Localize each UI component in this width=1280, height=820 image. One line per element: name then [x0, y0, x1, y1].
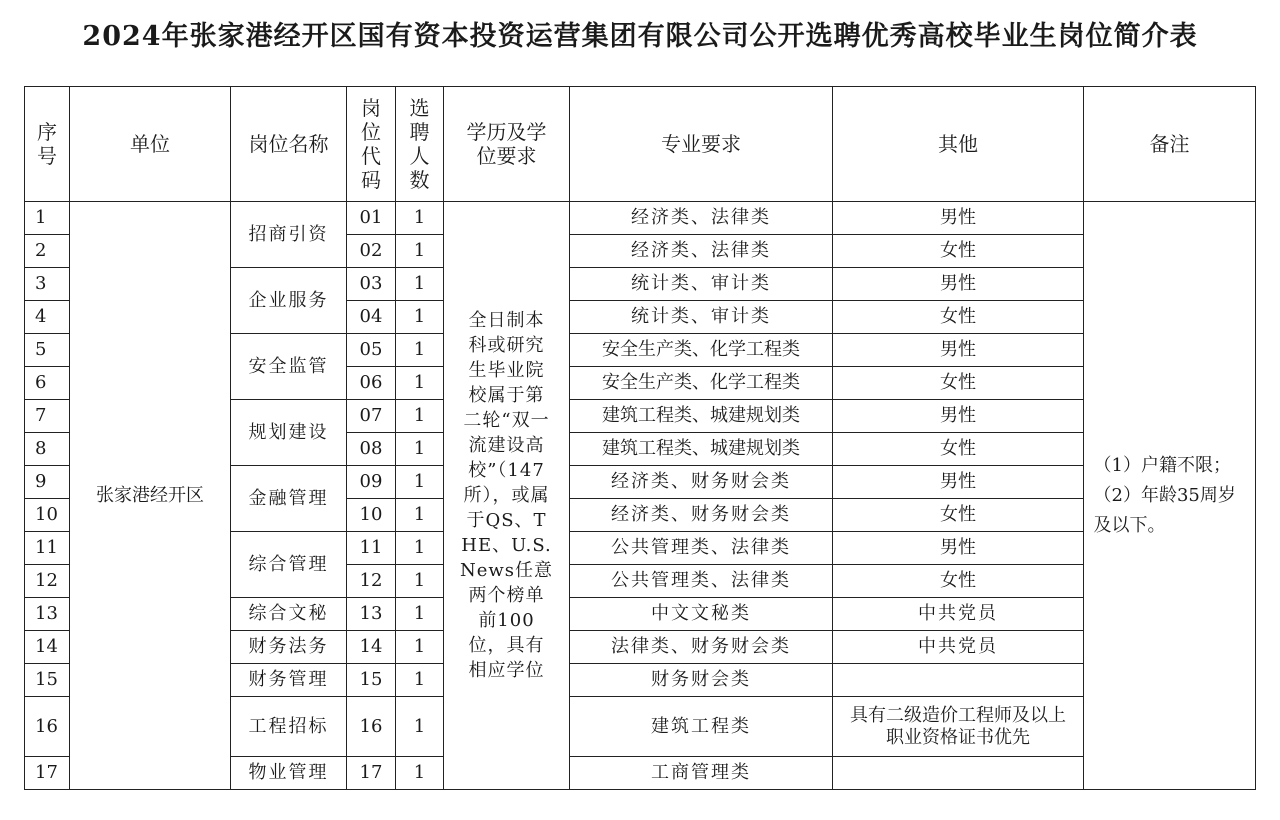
count-cell: 1 [396, 334, 444, 367]
education-cell: 全日制本科或研究生毕业院校属于第二轮“双一流建设高校”（147所），或属于QS、THE、U.S.News任意两个榜单前100位，具有相应学位 [444, 202, 570, 790]
other-cell: 女性 [833, 235, 1084, 268]
major-cell: 工商管理类 [570, 757, 833, 790]
major-cell: 财务财会类 [570, 664, 833, 697]
other-cell: 女性 [833, 433, 1084, 466]
major-cell: 安全生产类、化学工程类 [570, 367, 833, 400]
post-code-cell: 13 [347, 598, 396, 631]
seq-cell: 10 [25, 499, 70, 532]
other-cell: 男性 [833, 202, 1084, 235]
seq-cell: 3 [25, 268, 70, 301]
count-cell: 1 [396, 757, 444, 790]
count-cell: 1 [396, 301, 444, 334]
post-code-cell: 11 [347, 532, 396, 565]
post-code-cell: 15 [347, 664, 396, 697]
post-name-cell: 金融管理 [231, 466, 347, 532]
seq-cell: 11 [25, 532, 70, 565]
other-cell [833, 757, 1084, 790]
header-remarks: 备注 [1084, 87, 1256, 202]
count-cell: 1 [396, 235, 444, 268]
count-cell: 1 [396, 598, 444, 631]
seq-cell: 8 [25, 433, 70, 466]
seq-cell: 1 [25, 202, 70, 235]
post-code-cell: 06 [347, 367, 396, 400]
post-name-cell: 物业管理 [231, 757, 347, 790]
other-cell: 男性 [833, 400, 1084, 433]
unit-cell: 张家港经开区 [70, 202, 231, 790]
count-cell: 1 [396, 697, 444, 757]
post-code-cell: 10 [347, 499, 396, 532]
post-name-cell: 综合文秘 [231, 598, 347, 631]
post-code-cell: 09 [347, 466, 396, 499]
remarks-cell: （1）户籍不限；（2）年龄35周岁及以下。 [1084, 202, 1256, 790]
post-code-cell: 04 [347, 301, 396, 334]
post-name-cell: 财务管理 [231, 664, 347, 697]
header-major: 专业要求 [570, 87, 833, 202]
other-cell [833, 664, 1084, 697]
post-code-cell: 12 [347, 565, 396, 598]
count-cell: 1 [396, 400, 444, 433]
count-cell: 1 [396, 466, 444, 499]
major-cell: 中文文秘类 [570, 598, 833, 631]
header-post-code: 岗位代码 [347, 87, 396, 202]
positions-table [24, 86, 1256, 790]
major-cell: 法律类、财务财会类 [570, 631, 833, 664]
seq-cell: 16 [25, 697, 70, 757]
major-cell: 经济类、财务财会类 [570, 466, 833, 499]
seq-cell: 12 [25, 565, 70, 598]
post-code-cell: 07 [347, 400, 396, 433]
other-cell: 具有二级造价工程师及以上职业资格证书优先 [833, 697, 1084, 757]
post-code-cell: 01 [347, 202, 396, 235]
seq-cell: 6 [25, 367, 70, 400]
header-post-name: 岗位名称 [231, 87, 347, 202]
post-name-cell: 规划建设 [231, 400, 347, 466]
major-cell: 经济类、法律类 [570, 235, 833, 268]
header-unit: 单位 [70, 87, 231, 202]
post-name-cell: 财务法务 [231, 631, 347, 664]
count-cell: 1 [396, 268, 444, 301]
other-cell: 男性 [833, 268, 1084, 301]
count-cell: 1 [396, 499, 444, 532]
post-name-cell: 安全监管 [231, 334, 347, 400]
header-seq: 序号 [25, 87, 70, 202]
post-code-cell: 17 [347, 757, 396, 790]
seq-cell: 15 [25, 664, 70, 697]
post-code-cell: 14 [347, 631, 396, 664]
other-cell: 中共党员 [833, 598, 1084, 631]
post-code-cell: 05 [347, 334, 396, 367]
seq-cell: 2 [25, 235, 70, 268]
major-cell: 建筑工程类、城建规划类 [570, 433, 833, 466]
count-cell: 1 [396, 532, 444, 565]
major-cell: 统计类、审计类 [570, 268, 833, 301]
post-name-cell: 综合管理 [231, 532, 347, 598]
post-code-cell: 08 [347, 433, 396, 466]
other-cell: 中共党员 [833, 631, 1084, 664]
seq-cell: 17 [25, 757, 70, 790]
table-row [25, 202, 1256, 235]
page-title: 2024年张家港经开区国有资本投资运营集团有限公司公开选聘优秀高校毕业生岗位简介表 [82, 21, 1198, 52]
other-cell: 女性 [833, 565, 1084, 598]
major-cell: 安全生产类、化学工程类 [570, 334, 833, 367]
other-cell: 女性 [833, 301, 1084, 334]
post-code-cell: 02 [347, 235, 396, 268]
major-cell: 经济类、财务财会类 [570, 499, 833, 532]
other-cell: 女性 [833, 499, 1084, 532]
seq-cell: 14 [25, 631, 70, 664]
header-education: 学历及学位要求 [444, 87, 570, 202]
count-cell: 1 [396, 433, 444, 466]
seq-cell: 9 [25, 466, 70, 499]
post-name-cell: 招商引资 [231, 202, 347, 268]
post-code-cell: 03 [347, 268, 396, 301]
count-cell: 1 [396, 202, 444, 235]
post-name-cell: 工程招标 [231, 697, 347, 757]
major-cell: 建筑工程类、城建规划类 [570, 400, 833, 433]
major-cell: 公共管理类、法律类 [570, 565, 833, 598]
other-cell: 女性 [833, 367, 1084, 400]
major-cell: 建筑工程类 [570, 697, 833, 757]
other-cell: 男性 [833, 466, 1084, 499]
other-cell: 男性 [833, 334, 1084, 367]
count-cell: 1 [396, 631, 444, 664]
other-cell: 男性 [833, 532, 1084, 565]
post-code-cell: 16 [347, 697, 396, 757]
count-cell: 1 [396, 367, 444, 400]
count-cell: 1 [396, 664, 444, 697]
major-cell: 统计类、审计类 [570, 301, 833, 334]
header-row [25, 87, 1256, 202]
major-cell: 经济类、法律类 [570, 202, 833, 235]
major-cell: 公共管理类、法律类 [570, 532, 833, 565]
seq-cell: 5 [25, 334, 70, 367]
seq-cell: 4 [25, 301, 70, 334]
seq-cell: 13 [25, 598, 70, 631]
header-count: 选聘人数 [396, 87, 444, 202]
post-name-cell: 企业服务 [231, 268, 347, 334]
count-cell: 1 [396, 565, 444, 598]
header-other: 其他 [833, 87, 1084, 202]
seq-cell: 7 [25, 400, 70, 433]
